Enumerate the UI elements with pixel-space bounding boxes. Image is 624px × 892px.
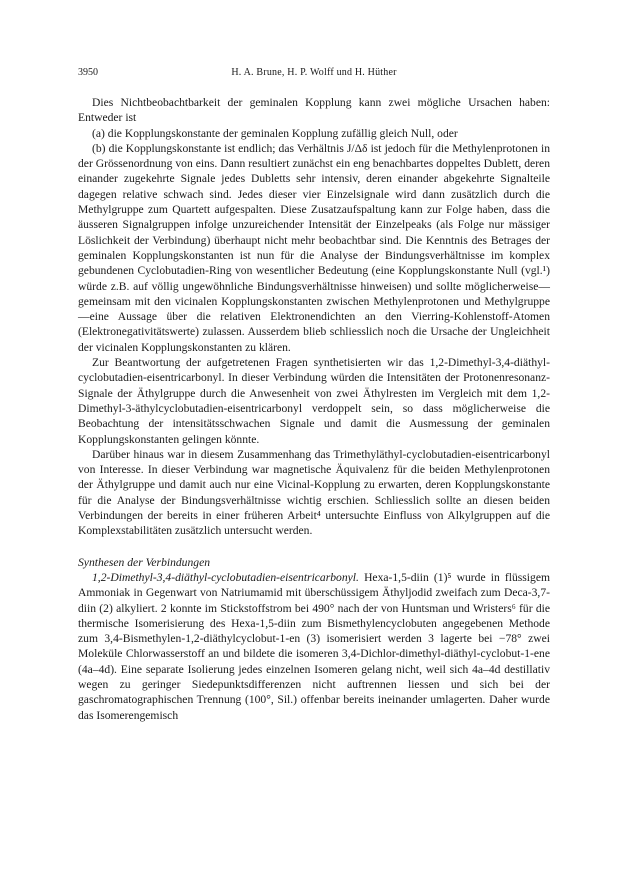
paragraph-case-b: (b) die Kopplungskonstante ist endlich; das Verhältnis J/Δδ ist jedoch für die Methylenprotonen in der Grössenordnung von eins. Dann resultiert zunächst ein eng benachbartes doppeltes Dublett, deren einander zugekehrte Signale jedes Dubletts sehr intensiv, deren einander abgekehrte Signalteile dagegen relative schwach sind. Jedes dieser vier Einzelsignale wird dann zusätzlich durch die Methylgruppe zum Quartett aufgespalten. Diese Zusatzaufspaltung kann zur Folge haben, dass die äusseren Signalgruppen infolge unzureichender Intensität der Einzelpeaks (als Folge nur mässiger Löslichkeit der Verbindung) überhaupt nicht mehr beobachtbar sind. Die Kenntnis des Betrages der geminalen Kopplungskonstanten ist nun für die Analyse der Bindungsverhältnisse im komplex gebundenen Cyclobutadien-Ring von wesentlicher Bedeutung (eine Kopplungskonstante Null (vgl.¹) würde z.B. auf völlig ungewöhnliche Bindungsverhältnisse hinweisen) und sollte möglicherweise—gemeinsam mit den vicinalen Kopplungskonstanten zwischen Methylenprotonen und Methylgruppe—eine Aussage über die relativen Elektronendichten an den Vierring-Kohlenstoff-Atomen (Elektronegativitätswerte) zulassen. Ausserdem blieb schliesslich noch die Ursache der Ungleichheit der vicinalen Kopplungskonstanten zu klären. <box>78 141 550 354</box>
paragraph-synthesis-procedure <box>78 570 550 723</box>
running-header <box>78 67 550 83</box>
section-heading: Synthesen der Verbindungen <box>78 555 211 569</box>
procedure-text: Hexa-1,5-diin (1)⁵ wurde in flüssigem Ammoniak in Gegenwart von Natriumamid mit überschüssigem Äthyljodid zweifach zum Deca-3,7-diin (2) alkyliert. 2 konnte im Stickstoffstrom bei 490° nach der von Huntsman und Wristers⁶ für die thermische Isomerisierung des Hexa-1,5-diin zum Bismethylencyclobuten angegebenen Methode zum 3,4-Bismethylen-1,2-diäthylcyclobut-1-en (3) isomerisiert werden 3 lagerte bei −78° zwei Moleküle Chlorwasserstoff an und bildete die isomeren 3,4-Dichlor-dimethyl-diäthyl-cyclobut-1-ene (4a–4d). Eine separate Isolierung jedes einzelnen Isomeren gelang nicht, weil sich 4a–4d destillativ wegen zu geringer Siedepunktsdifferenzen nicht auftrennen liessen und sich bei der gaschromatographischen Trennung (100°, Sil.) offenbar bereits ineinander umlagerten. Daher wurde das Isomerengemisch <box>78 570 550 722</box>
paragraph-case-a: (a) die Kopplungskonstante der geminalen Kopplung zufällig gleich Null, oder <box>92 126 458 140</box>
page-number: 3950 <box>78 67 98 78</box>
paragraph-synthesis-goal: Zur Beantwortung der aufgetretenen Fragen synthetisierten wir das 1,2-Dimethyl-3,4-diäthyl-cyclobutadien-eisentricarbonyl. In dieser Verbindung würden die Intensitäten der Protonenresonanz-Signale der Äthylgruppe durch die Anwesenheit von zwei Äthylresten im Vergleich mit dem 1,2-Dimethyl-3-äthylcyclobutadien-eisentricarbonyl verdoppelt sein, so dass möglicherweise die Beobachtung der intensitätsschwachen Signale und damit die Ausmessung der geminalen Kopplungskonstanten gelingen könnte. <box>78 356 550 446</box>
compound-subheading: 1,2-Dimethyl-3,4-diäthyl-cyclobutadien-eisentricarbonyl. <box>92 570 359 584</box>
paragraph-intro: Dies Nichtbeobachtbarkeit der geminalen Kopplung kann zwei mögliche Ursachen haben: Entweder ist <box>78 96 550 125</box>
running-authors: H. A. Brune, H. P. Wolff und H. Hüther <box>231 67 397 78</box>
body-text <box>78 95 550 723</box>
paragraph-trimethyl: Darüber hinaus war in diesem Zusammenhang das Trimethyläthyl-cyclobutadien-eisentricarbonyl von Interesse. In dieser Verbindung war magnetische Äquivalenz für die beiden Methylenprotonen der Äthylgruppe und damit auch nur eine Vicinal-Kopplung zu erwarten, deren Kopplungskonstante für die Analyse der Bindungsverhältnisse wichtig erschien. Schliesslich sollte an diesen beiden Verbindungen der bereits in einer früheren Arbeit⁴ untersuchte Einfluss von Alkylgruppen auf die Komplexstabilitäten zusätzlich untersucht werden. <box>78 447 550 538</box>
